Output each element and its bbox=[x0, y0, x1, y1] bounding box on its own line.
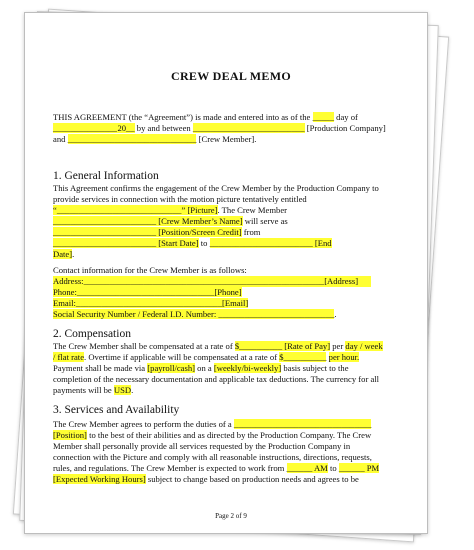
picture-field[interactable]: _____________________________ bbox=[56, 205, 182, 215]
section1-heading: 1. General Information bbox=[53, 170, 159, 182]
duties-text: The Crew Member agrees to perform the duties of a bbox=[53, 419, 232, 429]
email-tag: [Email] bbox=[222, 298, 249, 308]
email-field[interactable]: __________________________________ bbox=[75, 298, 223, 308]
agreement-intro bbox=[53, 112, 409, 145]
overtime-text: . Overtime if applicable will be compensated at a rate of bbox=[84, 352, 278, 362]
frequency-option[interactable]: [weekly/bi-weekly] bbox=[213, 363, 282, 373]
section3-b: to the best of their abilities and as directed by the Production Company. The Crew bbox=[89, 430, 372, 440]
flat-rate-option[interactable]: / flat rate bbox=[53, 352, 85, 362]
picture-tag: [Picture] bbox=[187, 205, 218, 215]
quote-open: “ bbox=[53, 205, 57, 215]
comp-text-a: The Crew Member shall be compensated at a rate of bbox=[53, 341, 233, 351]
crew-member-tag: [Crew Member]. bbox=[198, 134, 257, 144]
contact-block: Contact information for the Crew Member is as follows: Address:________________________________________________________[Address] Phone:________________________________[Phone] Email:__________________________________[Email] Social Security Number / Federal I.D. Number: ___________________________. bbox=[53, 265, 409, 320]
document-title: CREW DEAL MEMO bbox=[171, 69, 291, 83]
am-text: AM bbox=[313, 463, 328, 473]
per-hour-text: per hour. bbox=[328, 352, 360, 362]
section3-f: subject to change based on production needs and agrees to be bbox=[147, 474, 359, 484]
payment-text: Payment shall be made via bbox=[53, 363, 146, 373]
currency-field[interactable]: USD bbox=[113, 385, 132, 395]
phone-field[interactable]: ________________________________ bbox=[76, 287, 215, 297]
phone-tag: [Phone] bbox=[214, 287, 242, 297]
by-and-between-text: by and between bbox=[136, 123, 191, 133]
production-company-field[interactable]: __________________________ bbox=[192, 123, 305, 133]
section3-c: Member shall personally provide all services requested by the Production Company in bbox=[53, 441, 351, 451]
the-crew-member-text: . The Crew Member bbox=[217, 205, 288, 215]
on-a-text: on a bbox=[197, 363, 212, 373]
section2-heading: 2. Compensation bbox=[53, 328, 131, 340]
basis-text: basis subject to the bbox=[283, 363, 349, 373]
end-time-field[interactable]: ______ bbox=[338, 463, 365, 473]
duties-field[interactable]: ________________________________ bbox=[233, 419, 372, 429]
working-hours-tag[interactable]: [Expected Working Hours] bbox=[53, 474, 146, 484]
address-tag: [Address] bbox=[324, 276, 359, 286]
crew-name-field[interactable]: ________________________ bbox=[53, 216, 157, 226]
completion-text: completion of the necessary documentation and applicable tax deductions. The currency for all bbox=[53, 374, 380, 384]
phone-label: Phone: bbox=[53, 287, 77, 297]
day-of-text: day of bbox=[336, 112, 358, 122]
to-time-text: to bbox=[329, 463, 337, 473]
end-date-period: . bbox=[72, 249, 75, 259]
start-time-field[interactable]: ______ bbox=[286, 463, 313, 473]
section1-p1: This Agreement confirms the engagement of the Crew Member by the Production Company to bbox=[53, 183, 379, 193]
rate-field[interactable]: __________ bbox=[239, 341, 283, 351]
end-date-tag-a: [End bbox=[314, 238, 332, 248]
ot-dollar-sign: $ bbox=[279, 352, 284, 362]
ssn-label: Social Security Number / Federal I.D. Number: bbox=[53, 309, 217, 319]
month-field[interactable]: _______________ bbox=[53, 123, 118, 133]
contact-intro: Contact information for the Crew Member is as follows: bbox=[53, 265, 247, 275]
document-page bbox=[24, 12, 428, 534]
address-field[interactable]: ________________________________________________________ bbox=[83, 276, 325, 286]
will-serve-text: will serve as bbox=[244, 216, 288, 226]
position-credit-field[interactable]: ________________________ bbox=[53, 227, 157, 237]
year-prefix: 20 bbox=[117, 123, 127, 133]
address-label: Address: bbox=[53, 276, 84, 286]
start-date-tag: [Start Date] bbox=[158, 238, 199, 248]
page-number: Page 2 of 9 bbox=[215, 512, 247, 520]
position-tag[interactable]: [Position] bbox=[53, 430, 87, 440]
per-text: per bbox=[332, 341, 344, 351]
from-text: from bbox=[243, 227, 261, 237]
ssn-field[interactable]: ___________________________ bbox=[218, 309, 335, 319]
section3-heading: 3. Services and Availability bbox=[53, 404, 180, 416]
section3-d: connection with the Picture and comply with all reasonable instructions, directions, requests, bbox=[53, 452, 372, 462]
quote-close: ” bbox=[181, 205, 186, 215]
day-week-option[interactable]: day / week bbox=[345, 341, 383, 351]
to-text: to bbox=[200, 238, 208, 248]
payroll-cash-option[interactable]: [payroll/cash] bbox=[147, 363, 196, 373]
and-text: and bbox=[53, 134, 66, 144]
payments-text: payments will be bbox=[53, 385, 112, 395]
section3-e: rules, and regulations. The Crew Member is expected to work from bbox=[53, 463, 285, 473]
crew-name-tag: [Crew Member’s Name] bbox=[158, 216, 243, 226]
end-date-field[interactable]: ________________________ bbox=[209, 238, 313, 248]
start-date-field[interactable]: ________________________ bbox=[53, 238, 157, 248]
dollar-sign: $ bbox=[234, 341, 240, 351]
end-date-tag-b: Date] bbox=[53, 249, 73, 259]
agreement-text: THIS AGREEMENT (the “Agreement”) is made and entered into as of the bbox=[53, 112, 311, 122]
position-credit-tag: [Position/Screen Credit] bbox=[158, 227, 242, 237]
section3-body bbox=[53, 419, 409, 485]
crew-member-field[interactable]: ______________________________ bbox=[67, 134, 197, 144]
section1-body bbox=[53, 183, 409, 260]
day-field[interactable]: _____ bbox=[312, 112, 334, 122]
year-field[interactable]: __ bbox=[126, 123, 135, 133]
overtime-field[interactable]: __________ bbox=[283, 352, 327, 362]
section2-body: The Crew Member shall be compensated at a rate of $__________ [Rate of Pay] per day / week / flat rate. Overtime if applicable will be compensated at a rate of $__________ per hour. Payment shall be made via [payroll/cash] on a [weekly/bi-weekly] basis subject to the completion of the necessary documentation and applicable tax deductions. The currency for all payments will be USD. bbox=[53, 341, 409, 396]
production-company-tag: [Production Company] bbox=[306, 123, 386, 133]
pm-text: PM bbox=[366, 463, 380, 473]
email-label: Email: bbox=[53, 298, 76, 308]
rate-tag: [Rate of Pay] bbox=[284, 341, 331, 351]
section1-p2: provide services in connection with the motion picture tentatively entitled bbox=[53, 194, 307, 204]
